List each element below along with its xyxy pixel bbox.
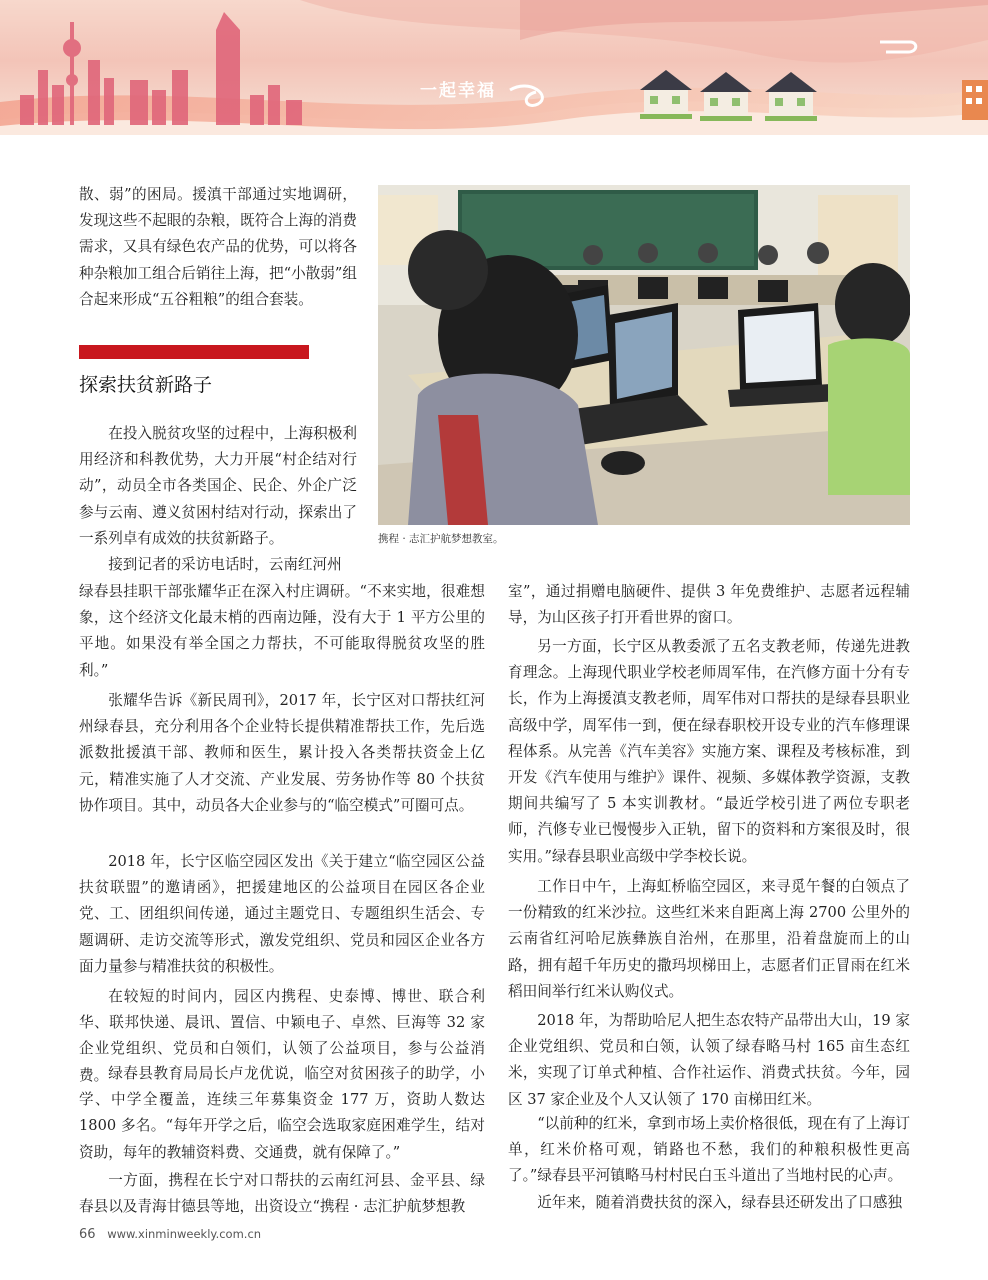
photo-caption: 携程 · 志汇护航梦想教室。 — [378, 533, 504, 545]
paragraph: 工作日中午，上海虹桥临空园区，来寻觅午餐的白领点了一份精致的红米沙拉。这些红米来自距离上海 2700 公里外的云南省红河哈尼族彝族自治州，在那里，沿着盘旋而上的山路，拥有超千年历史的撒玛坝梯田上，志愿者们正冒雨在红米稻田间举行红米认购仪式。 — [508, 878, 910, 1000]
website-link[interactable]: www.xinminweekly.com.cn — [107, 1227, 262, 1241]
paragraph: 在较短的时间内，园区内携程、史泰博、博世、联合利华、联邦快递、晨讯、置信、中颖电子、卓然、巨海等 32 家企业党组织、党员和白领们，认领了公益项目，参与公益消费。 — [79, 988, 485, 1084]
paragraph: “以前种的红米，拿到市场上卖价格很低，现在有了上海订单，红米价格可观，销路也不愁，我们的种粮积极性更高了。”绿春县平河镇略马村村民白玉斗道出了当地村民的心声。 — [508, 1115, 910, 1185]
paragraph: 一方面，携程在长宁对口帮扶的云南红河县、金平县、绿春县以及青海甘德县等地，出资设立“携程 · 志汇护航梦想教 — [79, 1172, 485, 1216]
section-label: 一起幸福 — [420, 81, 496, 101]
paragraph: 绿春县教育局局长卢龙优说，临空对贫困孩子的助学，小学、中学全覆盖，连续三年募集资金 177 万，资助人数达 1800 多名。“每年开学之后，临空会选取家庭困难学生，结对资助，每年的教辅资料费、交通费，就有保障了。” — [79, 1065, 485, 1161]
paragraph: 另一方面，长宁区从教委派了五名支教老师，传递先进教育理念。上海现代职业学校老师周军伟，在汽修方面十分有专长，作为上海援滇支教老师，周军伟对口帮扶的是绿春县职业高级中学，周军伟一到，便在绿春职校开设专业的汽车修理课程体系。从完善《汽车美容》实施方案、课程及考核标准，到开发《汽车使用与维护》课件、视频、多媒体教学资源，支教期间共编写了 5 本实训教材。“最近学校引进了两位专职老师，汽修专业已慢慢步入正轨，留下的资料和方案很及时，很实用。”绿春县职业高级中学李校长说。 — [508, 638, 910, 865]
classroom-image — [378, 185, 910, 525]
page-footer — [79, 1227, 261, 1242]
section-title: 探索扶贫新路子 — [79, 374, 213, 396]
header-banner — [0, 0, 988, 135]
paragraph: 2018 年，为帮助哈尼人把生态农特产品带出大山，19 家企业党组织、党员和白领，认领了绿春略马村 165 亩生态红米，实现了订单式种植、合作社运作、消费式扶贫。今年，园区 37 家企业及个人又认领了 170 亩梯田红米。 — [508, 1012, 910, 1108]
paragraph: 2018 年，长宁区临空园区发出《关于建立“临空园区公益扶贫联盟”的邀请函》，把援建地区的公益项目在园区各企业党、工、团组织间传递，通过主题党日、专题组织生活会、专题调研、走访交流等形式，激发党组织、党员和园区企业各方面力量参与精准扶贫的积极性。 — [79, 853, 485, 975]
paragraph: 绿春县挂职干部张耀华正在深入村庄调研。“不来实地，很难想象，这个经济文化最末梢的西南边陲，没有大于 1 平方公里的平地。如果没有举全国之力帮扶，不可能取得脱贫攻坚的胜利。” — [79, 583, 485, 679]
paragraph: 接到记者的采访电话时，云南红河州 — [108, 556, 342, 573]
paragraph: 在投入脱贫攻坚的过程中，上海积极利用经济和科教优势，大力开展“村企结对行动”，动员全市各类国企、民企、外企广泛参与云南、遵义贫困村结对行动，探索出了一系列卓有成效的扶贫新路子。 — [79, 425, 357, 547]
classroom-photo — [378, 185, 910, 525]
section-accent-bar — [79, 345, 309, 359]
paragraph: 近年来，随着消费扶贫的深入，绿春县还研发出了口感独 — [537, 1194, 903, 1211]
banner-artwork — [0, 0, 988, 135]
paragraph: 散、弱”的困局。援滇干部通过实地调研，发现这些不起眼的杂粮，既符合上海的消费需求，又具有绿色农产品的优势，可以将各种杂粮加工组合后销往上海，把“小散弱”组合起来形成“五谷粗粮”的组合套装。 — [79, 186, 357, 308]
city-skyline-icon — [20, 12, 302, 125]
paragraph: 张耀华告诉《新民周刊》，2017 年，长宁区对口帮扶红河州绿春县，充分利用各个企业特长提供精准帮扶工作，先后选派数批援滇干部、教师和医生，累计投入各类帮扶资金上亿元，精准实施了人才交流、产业发展、劳务协作等 80 个扶贫协作项目。其中，动员各大企业参与的“临空模式”可圈可点。 — [79, 692, 485, 814]
page-number: 66 — [79, 1227, 96, 1242]
paragraph: 室”，通过捐赠电脑硬件、提供 3 年免费维护、志愿者远程辅导，为山区孩子打开看世界的窗口。 — [508, 583, 910, 627]
